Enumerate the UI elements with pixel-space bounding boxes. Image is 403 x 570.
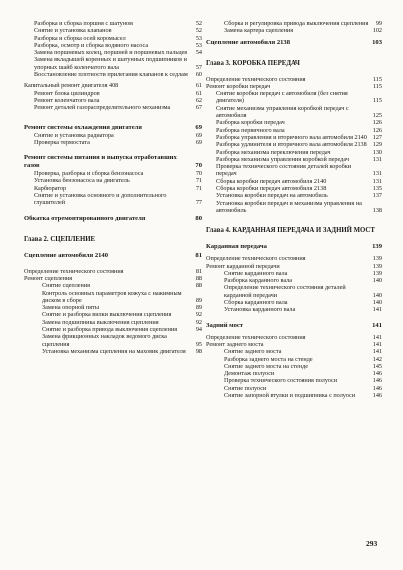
toc-entry-page: 52 [195,20,202,27]
toc-entry [206,377,382,384]
toc-entry-page: 146 [372,384,382,392]
toc-entry-page: 89 [195,304,202,312]
toc-entry [24,192,202,207]
toc-entry-page: 141 [372,333,382,341]
toc-entry [206,348,382,355]
toc-entry-title: Снятие заднего моста на стенде [224,362,309,370]
toc-entry [206,105,382,120]
toc-entry-page: 145 [372,362,382,370]
toc-entry [24,56,202,71]
toc-block [206,255,382,313]
toc-entry-title: Проверка технического состояния полуоси [224,377,338,385]
toc-block [24,215,202,223]
toc-entry-page: 126 [372,126,382,134]
toc-entry [206,134,382,141]
toc-entry [206,356,382,363]
toc-entry [206,385,382,392]
toc-entry-page: 95 [195,340,202,348]
toc-entry-page: 138 [372,206,382,214]
toc-entry-page: 131 [372,170,382,178]
toc-entry-title: Снятие коробки передач с автомобиля (без снятия двигателя) [216,90,348,105]
toc-block [24,268,202,356]
toc-entry [24,326,202,333]
toc-entry-title: Замена подшипника выключения сцепления [42,318,159,326]
toc-entry-title: Проверка, разборка и сборка бензонасоса [34,170,144,178]
toc-entry [24,49,202,56]
toc-entry-page: 125 [372,112,382,120]
toc-entry-page: 126 [372,119,382,127]
toc-entry-page: 146 [372,370,382,378]
toc-entry-page: 94 [195,326,202,334]
toc-block [24,82,202,111]
toc-entry-title: Ремонт коленчатого вала [34,96,100,104]
toc-entry-title: Разборка механизма переключения передач [216,148,331,156]
toc-entry-title: Демонтаж полуоси [224,370,275,378]
toc-entry [24,215,202,223]
toc-entry-title: Определение технического состояния [24,267,124,275]
toc-entry-title: Замена поршневых колец, поршней и поршневых пальцев [34,49,188,57]
toc-entry [24,154,202,170]
toc-entry-title: Проверка термостата [34,138,90,146]
toc-entry-title: Разборка заднего моста на стенде [224,355,313,363]
toc-entry [206,299,382,306]
toc-entry-page: 54 [195,49,202,57]
toc-entry [206,263,382,270]
toc-entry-title: Сцепление автомобиля 2140 [24,251,109,259]
toc-entry-page: 141 [372,321,382,329]
toc-entry-title: Установка бензонасоса на двигатель [34,177,130,185]
toc-entry-title: Сборка карданного вала [224,299,288,307]
toc-entry-title: Снятие механизма управления коробкой передач с автомобиля [216,104,349,120]
toc-entry-title: Определение технического состояния [206,75,306,83]
toc-entry-page: 129 [372,141,382,149]
toc-block [206,39,382,47]
toc-entry-title: Снятие запорной втулки и подшипника с полуоси [224,391,356,399]
toc-entry-page: 115 [372,97,382,105]
chapter-heading: Глава 2. СЦЕПЛЕНИЕ [24,235,96,243]
toc-entry-title: Снятие полуоси [224,384,267,392]
toc-entry-title: Установка карданного вала [224,306,296,314]
toc-entry-page: 70 [195,162,202,170]
toc-entry-page: 98 [195,347,202,355]
toc-entry-page: 131 [372,177,382,185]
toc-entry-title: Ремонт сцепления [24,274,73,282]
toc-entry-page: 115 [372,75,382,83]
toc-entry-page: 103 [372,38,382,46]
toc-entry-page: 67 [195,104,202,112]
toc-entry [206,255,382,262]
toc-entry-page: 61 [195,89,202,97]
toc-entry-title: Карданная передача [206,243,267,251]
toc-entry-title: Установка коробки передач на автомобиль [216,192,328,200]
toc-block [206,243,382,251]
toc-entry-title: Определение технического состояния [206,333,306,341]
toc-entry [206,20,382,27]
toc-entry-page: 69 [195,131,202,139]
toc-entry [206,200,382,215]
toc-entry [24,35,202,42]
toc-entry-title: Установка механизма сцепления на маховик двигателя [42,347,186,355]
toc-entry [206,363,382,370]
toc-entry [24,71,202,78]
toc-entry-page: 140 [372,299,382,307]
toc-entry-title: Замена опорной пяты [42,304,99,312]
toc-entry-title: Разборка первичного вала [216,126,285,134]
toc-block [206,20,382,35]
toc-entry-title: Снятие и разборка привода выключения сцепления [42,326,178,334]
toc-entry [24,275,202,282]
toc-block [206,334,382,400]
toc-entry-title: Разборка коробки передач [216,119,285,127]
toc-entry-page: 53 [195,41,202,49]
toc-entry-title: Проверка технического состояния деталей коробки передач [216,163,352,178]
toc-entry [24,319,202,326]
toc-entry-page: 141 [372,340,382,348]
toc-entry-page: 140 [372,277,382,285]
toc-entry [206,392,382,399]
toc-entry-title: Разборка, осмотр и сборка водяного насоса [34,41,149,49]
toc-entry-page: 52 [195,27,202,35]
toc-entry [206,322,382,330]
toc-block [24,154,202,206]
toc-entry [24,177,202,184]
toc-entry-page: 139 [372,255,382,263]
toc-entry-title: Ремонт системы охлаждения двигателя [24,123,142,131]
toc-entry-page: 70 [195,170,202,178]
toc-entry [206,192,382,199]
toc-entry [24,104,202,111]
toc-entry-title: Разборка механизма управления коробкой передач [216,155,349,163]
toc-entry-page: 92 [195,311,202,319]
toc-entry-title: Разборка и сборка осей коромысел [34,34,126,42]
toc-entry-title: Ремонт деталей газораспределительного механизма [34,104,171,112]
toc-entry [24,252,202,260]
toc-entry [24,268,202,275]
toc-entry [24,333,202,348]
toc-entry-page: 61 [195,82,202,90]
toc-entry [24,82,202,89]
toc-entry [24,27,202,34]
toc-entry-title: Карбюратор [34,184,67,192]
toc-entry-title: Замена фрикционных накладок ведомого диска сцепления [42,333,167,348]
toc-entry-page: 62 [195,96,202,104]
toc-entry-title: Разборка удлинителя и вторичного вала автомобиля 2138 [216,141,367,149]
toc-entry [206,178,382,185]
toc-entry-title: Снятие карданного вала [224,269,288,277]
toc-entry-page: 146 [372,391,382,399]
chapter-heading: Глава 3. КОРОБКА ПЕРЕДАЧ [206,59,300,67]
toc-entry [206,341,382,348]
toc-entry [24,348,202,355]
toc-entry [24,132,202,139]
toc-entry [206,163,382,178]
toc-entry-page: 140 [372,291,382,299]
chapter-heading: Глава 4. КАРДАННАЯ ПЕРЕДАЧА И ЗАДНИЙ МОСТ [206,227,375,235]
toc-entry [24,290,202,305]
toc-entry [206,141,382,148]
toc-entry-page: 137 [372,192,382,200]
toc-entry-title: Замена картера сцепления [224,27,294,35]
toc-entry-title: Снятие и разборка вилки выключения сцепления [42,311,172,319]
toc-entry-page: 53 [195,34,202,42]
toc-entry [24,139,202,146]
toc-entry-page: 139 [372,262,382,270]
toc-entry-page: 69 [195,138,202,146]
toc-entry-page: 71 [195,184,202,192]
toc-entry [206,185,382,192]
toc-entry [24,185,202,192]
toc-entry [24,304,202,311]
toc-entry-page: 60 [195,71,202,79]
toc-entry-page: 69 [195,123,202,131]
toc-entry-title: Разборка и сборка поршня с шатуном [34,20,133,27]
toc-block [24,20,202,78]
toc-entry [206,243,382,251]
toc-entry [24,311,202,318]
toc-entry-title: Определение технического состояния деталей карданной передачи [224,284,346,299]
toc-entry-title: Определение технического состояния [206,255,306,263]
toc-block [206,76,382,215]
toc-entry-title: Сборка коробки передач автомобиля 2140 [216,177,327,185]
toc-entry [206,306,382,313]
toc-entry [206,156,382,163]
toc-entry-page: 131 [372,155,382,163]
toc-entry [206,370,382,377]
toc-entry-title: Ремонт системы питания и выпуска отработавших газов [24,154,177,170]
toc-entry [206,277,382,284]
toc-entry [24,90,202,97]
toc-entry [206,127,382,134]
toc-entry [24,20,202,27]
toc-entry [206,149,382,156]
toc-entry-page: 115 [372,82,382,90]
toc-entry-title: Снятие и установка радиатора [34,131,114,139]
toc-entry-page: 89 [195,296,202,304]
toc-entry-page: 57 [195,63,202,71]
toc-entry-page: 88 [195,282,202,290]
toc-entry [206,39,382,47]
toc-entry-title: Восстановление плотности прилегания клапанов к седлам [34,71,188,79]
toc-entry [206,83,382,90]
toc-entry-page: 130 [372,148,382,156]
toc-left-column [24,20,202,355]
toc-entry [24,282,202,289]
toc-entry [206,284,382,299]
toc-entry-page: 139 [372,269,382,277]
toc-entry-page: 92 [195,318,202,326]
toc-entry-title: Установка коробки передач и механизма управления на автомобиль [216,199,362,214]
toc-entry-page: 141 [372,348,382,356]
toc-entry-page: 146 [372,377,382,385]
toc-entry-page: 88 [195,274,202,282]
toc-entry [24,124,202,132]
toc-entry-title: Ремонт блока цилиндров [34,89,100,97]
toc-entry-page: 135 [372,185,382,193]
toc-entry-page: 142 [372,355,382,363]
toc-entry-title: Ремонт коробки передач [206,82,271,90]
toc-entry-page: 77 [195,199,202,207]
toc-entry-page: 71 [195,177,202,185]
toc-entry-page: 127 [372,133,382,141]
toc-entry-title: Капитальный ремонт двигателя 408 [24,82,119,90]
toc-entry-page: 81 [195,251,202,259]
toc-right-column [206,20,382,399]
toc-block [206,322,382,330]
toc-entry-title: Снятие и установка основного и дополнительного глушителей [34,192,167,207]
toc-entry-title: Сборка и регулировка привода выключения сцепления [224,20,369,27]
toc-entry-page: 102 [372,27,382,35]
toc-entry-title: Сборка коробки передач автомобиля 2138 [216,185,327,193]
toc-entry-page: 80 [195,214,202,222]
toc-entry [206,119,382,126]
toc-entry [24,97,202,104]
toc-entry-title: Разборка управления и вторичного вала автомобиля 2140 [216,133,367,141]
toc-entry-page: 141 [372,306,382,314]
toc-entry-title: Сцепление автомобиля 2138 [206,38,291,46]
toc-entry [24,170,202,177]
toc-entry [206,90,382,105]
toc-entry-page: 81 [195,267,202,275]
toc-entry-title: Задний мост [206,321,244,329]
toc-block [24,252,202,260]
toc-entry [206,27,382,34]
toc-entry-title: Замена вкладышей коренных и шатунных подшипников и упорных шайб коленчатого вала [34,56,187,71]
page-number: 293 [366,539,378,548]
toc-entry-title: Обкатка отремонтированного двигателя [24,214,146,222]
toc-entry [206,270,382,277]
toc-entry [206,76,382,83]
toc-entry-title: Снятие сцепления [42,282,91,290]
toc-entry [24,42,202,49]
toc-entry-title: Ремонт заднего моста [206,340,264,348]
toc-entry-page: 139 [372,243,382,251]
toc-entry-title: Разборка карданного вала [224,277,292,285]
toc-entry-title: Снятие заднего моста [224,348,282,356]
toc-entry-title: Ремонт карданной передачи [206,262,280,270]
toc-entry-title: Контроль основных параметров кожуха с нажимным диском в сборе [42,289,182,304]
toc-block [24,124,202,147]
toc-entry-title: Снятие и установка клапанов [34,27,112,35]
toc-entry [206,334,382,341]
toc-entry-page: 99 [375,20,382,27]
